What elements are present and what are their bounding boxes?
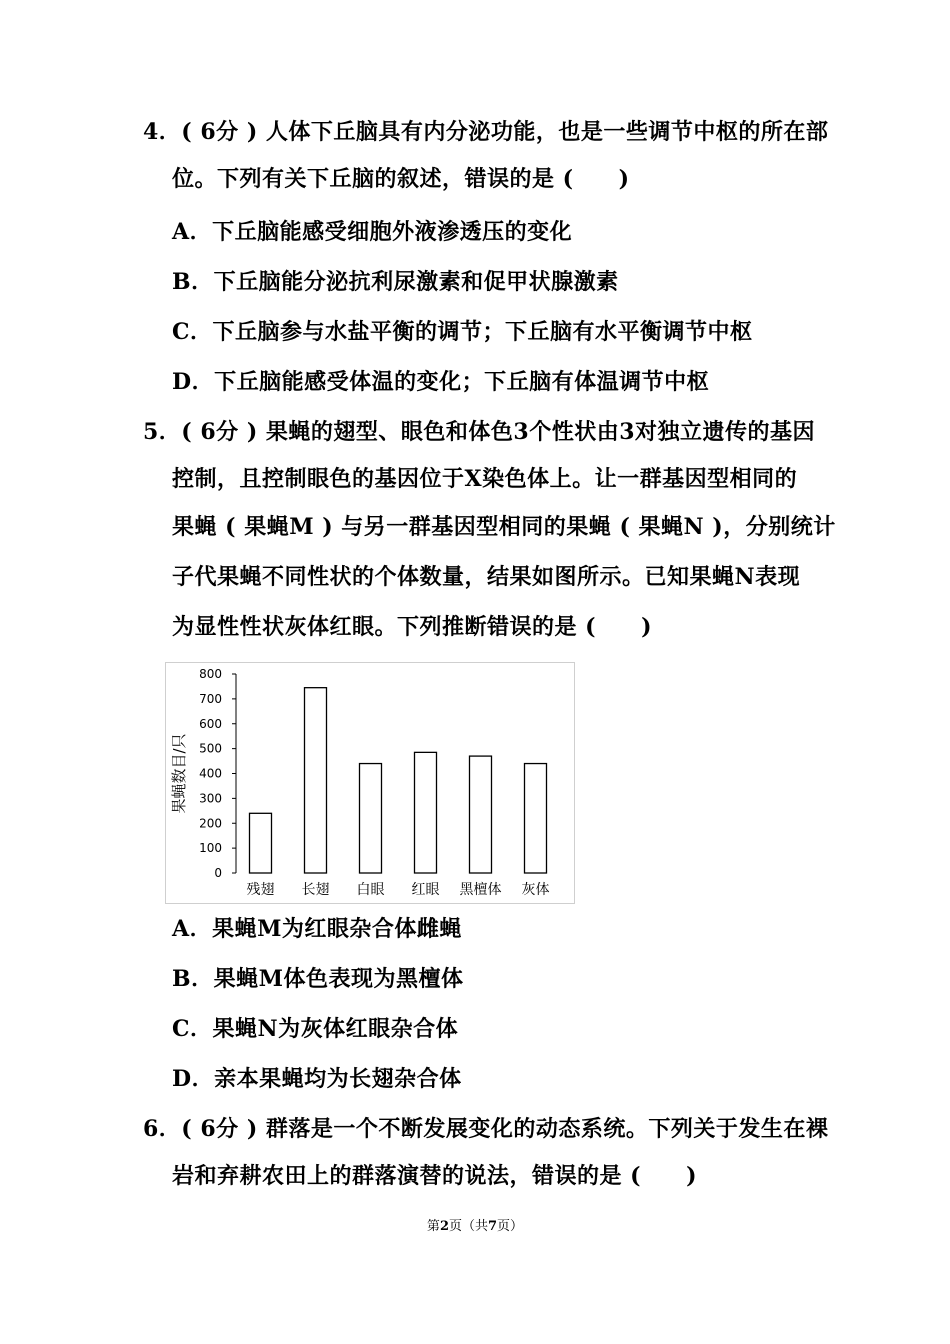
y-tick-label: 100 — [199, 841, 222, 856]
q5-stem-line-1: 5．( 6分 ) 果蝇的翅型、眼色和体色3个性状由3对独立遗传的基因 — [143, 419, 816, 445]
footer-middle: 页（共 — [448, 1219, 488, 1234]
q4-stem-line-1: 4．( 6分 ) 人体下丘脑具有内分泌功能，也是一些调节中枢的所在部 — [143, 119, 829, 145]
q5-stem-line-4: 子代果蝇不同性状的个体数量，结果如图所示。已知果蝇N表现 — [172, 564, 801, 590]
bar — [360, 764, 382, 873]
bar-chart-svg — [166, 663, 574, 903]
q5-option-d: D．亲本果蝇均为长翅杂合体 — [172, 1066, 462, 1092]
x-category-label: 红眼 — [411, 882, 440, 898]
y-tick-label: 300 — [199, 791, 222, 806]
y-tick-label: 800 — [199, 667, 222, 681]
y-axis-label: 果蝇数目/只 — [170, 733, 188, 814]
q4-option-d: D．下丘脑能感受体温的变化；下丘脑有体温调节中枢 — [172, 369, 710, 395]
y-tick-label: 200 — [199, 816, 222, 831]
y-tick-label: 500 — [199, 741, 222, 756]
bar — [525, 764, 547, 873]
x-category-label: 白眼 — [356, 882, 385, 898]
q4-option-c: C．下丘脑参与水盐平衡的调节；下丘脑有水平衡调节中枢 — [172, 319, 753, 345]
bar — [305, 688, 327, 873]
bar — [250, 813, 272, 873]
q6-stem-line-2: 岩和弃耕农田上的群落演替的说法，错误的是 ( ) — [172, 1163, 697, 1189]
footer-total-pages: 7 — [488, 1219, 498, 1234]
q5-stem-line-2: 控制，且控制眼色的基因位于X染色体上。让一群基因型相同的 — [172, 466, 798, 492]
q4-stem-line-2: 位。下列有关下丘脑的叙述，错误的是 ( ) — [172, 166, 630, 192]
bar-chart — [165, 662, 575, 904]
q6-stem-line-1: 6．( 6分 ) 群落是一个不断发展变化的动态系统。下列关于发生在裸 — [143, 1116, 829, 1142]
q4-option-a: A．下丘脑能感受细胞外液渗透压的变化 — [172, 219, 573, 245]
q5-option-b: B．果蝇M体色表现为黑檀体 — [172, 966, 464, 992]
q5-stem-line-3: 果蝇 ( 果蝇M ) 与另一群基因型相同的果蝇 ( 果蝇N )，分别统计 — [172, 514, 836, 540]
bar — [415, 752, 437, 873]
bar — [470, 756, 492, 873]
footer-suffix: 页） — [497, 1219, 524, 1234]
x-category-label: 黑檀体 — [459, 882, 502, 898]
y-tick-label: 400 — [199, 766, 222, 781]
y-tick-label: 0 — [214, 866, 222, 880]
x-category-label: 长翅 — [301, 882, 330, 898]
q5-stem-line-5: 为显性性状灰体红眼。下列推断错误的是 ( ) — [172, 614, 652, 640]
q5-option-c: C．果蝇N为灰体红眼杂合体 — [172, 1016, 459, 1042]
x-category-label: 灰体 — [521, 882, 550, 898]
y-tick-label: 700 — [199, 691, 222, 706]
footer-prefix: 第 — [426, 1219, 440, 1234]
q5-option-a: A．果蝇M为红眼杂合体雌蝇 — [172, 916, 462, 942]
x-category-label: 残翅 — [246, 882, 275, 898]
q4-option-b: B．下丘脑能分泌抗利尿激素和促甲状腺激素 — [172, 269, 619, 295]
footer-page-number: 2 — [439, 1219, 449, 1234]
page-footer — [0, 1215, 950, 1234]
y-tick-label: 600 — [199, 716, 222, 731]
